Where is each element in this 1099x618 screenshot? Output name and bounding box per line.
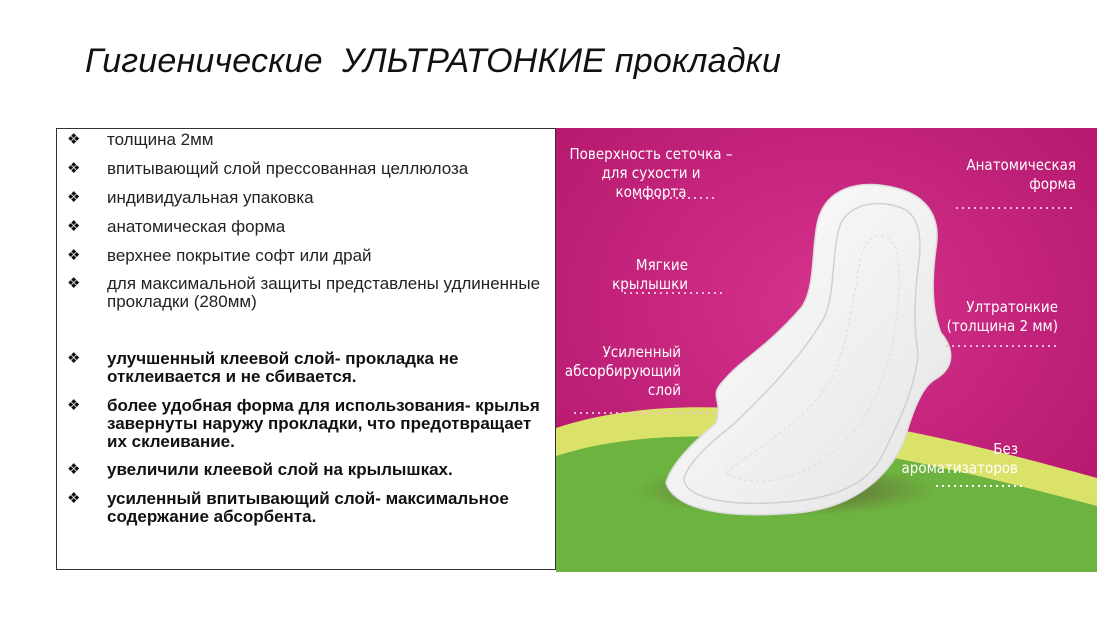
label-no-fragrance-line2: ароматизаторов: [901, 459, 1018, 477]
feature-item: [57, 247, 555, 265]
label-anatomic-line2: форма: [1029, 175, 1076, 193]
label-surface: [566, 145, 736, 202]
label-surface-line1: Поверхность сеточка –: [569, 145, 733, 163]
label-surface-line2: для сухости и комфорта: [601, 164, 701, 201]
feature-text: анатомическая форма: [107, 217, 286, 236]
feature-text: толщина 2мм: [107, 130, 214, 149]
diamond-bullet-icon: ❖: [67, 350, 81, 367]
label-wings-line2: крылышки: [612, 275, 688, 293]
label-wings-line1: Мягкие: [635, 256, 688, 274]
feature-item: [57, 131, 555, 149]
feature-text-box: [56, 128, 556, 570]
feature-text: верхнее покрытие софт или драй: [107, 246, 372, 265]
feature-text: индивидуальная упаковка: [107, 188, 314, 207]
improvement-item: [57, 350, 555, 386]
improvement-text: более удобная форма для использования- крылья завернуты наружу прокладки, что предотвращает их склеивание.: [107, 396, 540, 451]
label-absorbent-line1: Усиленный: [602, 343, 681, 361]
improvement-item: [57, 490, 555, 526]
label-ultrathin-line2: (толщина 2 мм): [946, 317, 1058, 335]
label-anatomic: [936, 156, 1076, 194]
label-ultrathin: [926, 298, 1058, 336]
improvement-text: улучшенный клеевой слой- прокладка не отклеивается и не сбивается.: [107, 349, 459, 386]
feature-item: [57, 218, 555, 236]
label-wings: [596, 256, 688, 294]
improvement-item: [57, 461, 555, 479]
diamond-bullet-icon: ❖: [67, 461, 81, 478]
label-no-fragrance: [896, 440, 1018, 478]
diamond-bullet-icon: ❖: [67, 131, 81, 148]
feature-item: [57, 275, 555, 311]
diamond-bullet-icon: ❖: [67, 160, 81, 177]
diamond-bullet-icon: ❖: [67, 189, 81, 206]
label-anatomic-line1: Анатомическая: [966, 156, 1076, 174]
diamond-bullet-icon: ❖: [67, 397, 81, 414]
label-no-fragrance-line1: Без: [993, 440, 1018, 458]
improvement-text: усиленный впитывающий слой- максимальное содержание абсорбента.: [107, 489, 509, 526]
diamond-bullet-icon: ❖: [67, 490, 81, 507]
feature-text: для максимальной защиты представлены удлиненные прокладки (280мм): [107, 274, 541, 311]
pad-illustration: [556, 128, 1097, 572]
feature-text: впитывающий слой прессованная целлюлоза: [107, 159, 469, 178]
label-ultrathin-line1: Ултратонкие: [966, 298, 1058, 316]
diamond-bullet-icon: ❖: [67, 275, 81, 292]
feature-item: [57, 160, 555, 178]
label-absorbent: [556, 343, 681, 400]
label-absorbent-line3: слой: [647, 381, 681, 399]
feature-item: [57, 189, 555, 207]
improvement-text: увеличили клеевой слой на крылышках.: [107, 460, 453, 479]
improvement-item: [57, 397, 555, 451]
label-absorbent-line2: абсорбирующий: [564, 362, 681, 380]
diamond-bullet-icon: ❖: [67, 218, 81, 235]
diamond-bullet-icon: ❖: [67, 247, 81, 264]
page-title: Гигиенические УЛЬТРАТОНКИЕ прокладки: [85, 42, 782, 80]
